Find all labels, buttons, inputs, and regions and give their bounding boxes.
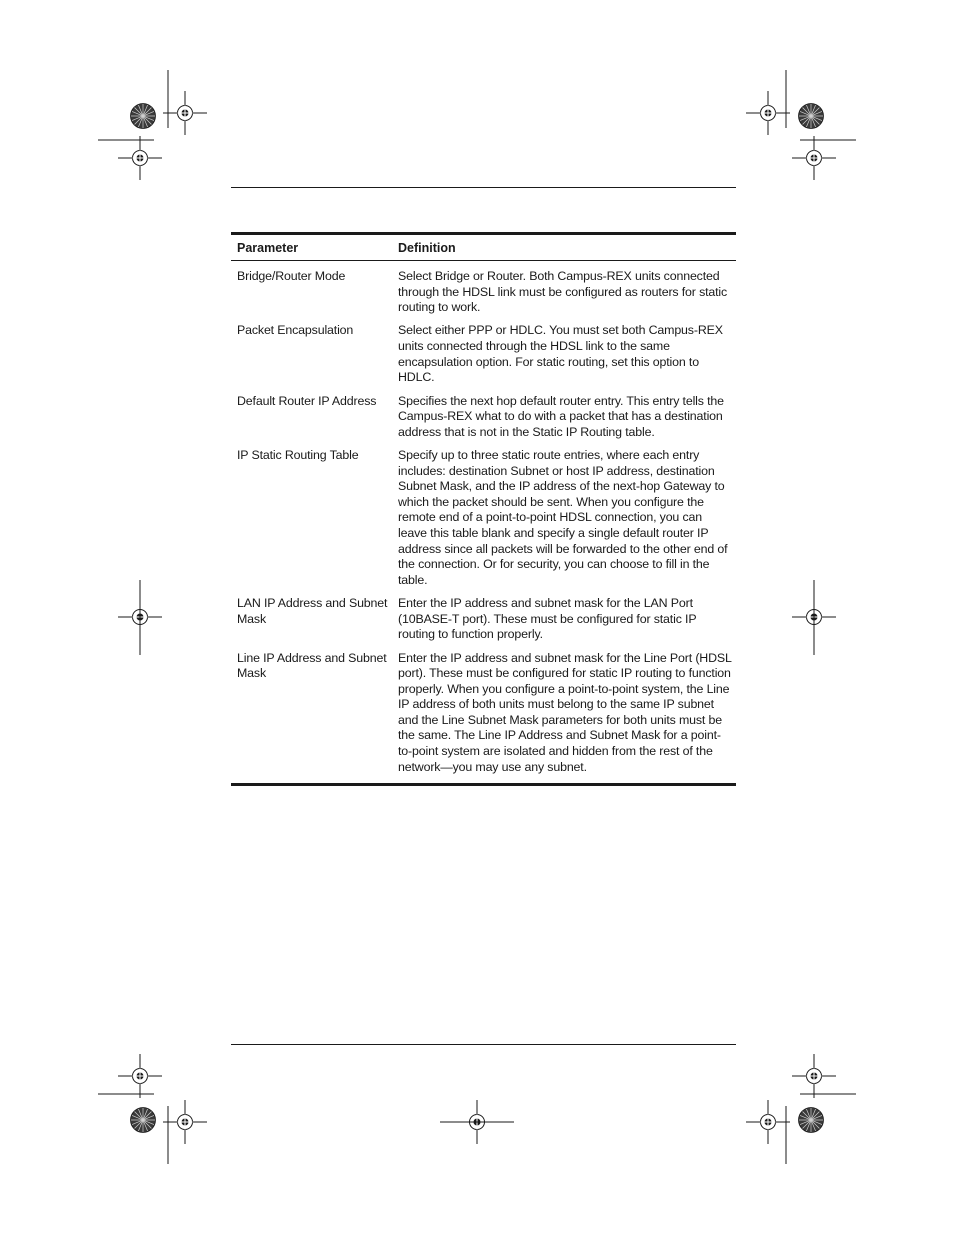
table-row bbox=[231, 448, 736, 588]
header-definition: Definition bbox=[398, 240, 456, 255]
parameter-cell: Default Router IP Address bbox=[237, 393, 377, 408]
definition-cell: Specify up to three static route entries, where each entry includes: destination Subnet or host IP address, destination Subnet Mask, and the IP address of the next-hop Gateway to which the packet should be sent. When you configure the remote end of a point-to-point HDSL connection, you can leave this table blank and specify a single default router IP address since all packets will be forwarded to the other end of the connection. Or for security, you can choose to fill in the table. bbox=[398, 448, 728, 587]
registration-mark-mid-right bbox=[792, 580, 836, 655]
table-body bbox=[231, 261, 736, 783]
crop-mark-bottom-left bbox=[98, 1054, 207, 1164]
definition-cell: Enter the IP address and subnet mask for the Line Port (HDSL port). These must be configured for static IP routing to function properly. When you configure a point-to-point system, the Line IP address of both units must belong to the same IP subnet and the Line Subnet Mask parameters for both units must be the same. The Line IP Address and Subnet Mask for a point-to-point system are isolated and hidden from the rest of the network—you may use any subnet. bbox=[398, 650, 732, 774]
table-row bbox=[231, 596, 736, 643]
registration-mark-bottom-center bbox=[440, 1100, 514, 1144]
parameter-cell: LAN IP Address and Subnet Mask bbox=[237, 596, 388, 626]
table-header bbox=[231, 235, 736, 260]
parameter-cell: Packet Encapsulation bbox=[237, 323, 354, 338]
header-parameter: Parameter bbox=[237, 240, 299, 255]
parameter-cell: Bridge/Router Mode bbox=[237, 269, 346, 283]
table-row bbox=[231, 323, 736, 385]
parameter-table bbox=[231, 232, 736, 786]
footer-rule bbox=[231, 1044, 736, 1045]
crop-mark-top-left bbox=[98, 70, 207, 180]
table-row bbox=[231, 269, 736, 316]
definition-cell: Select Bridge or Router. Both Campus-REX units connected through the HDSL link must be configured as routers for static routing to work. bbox=[398, 269, 728, 315]
crop-mark-top-right bbox=[746, 70, 856, 180]
registration-mark-mid-left bbox=[118, 580, 162, 655]
table-row bbox=[231, 651, 736, 776]
definition-cell: Select either PPP or HDLC. You must set both Campus-REX units connected through the HDSL link to the same encapsulation option. For static routing, set this option to HDLC. bbox=[398, 323, 723, 385]
definition-cell: Enter the IP address and subnet mask for the LAN Port (10BASE-T port). These must be configured for static IP routing to function properly. bbox=[398, 596, 697, 642]
parameter-cell: Line IP Address and Subnet Mask bbox=[237, 650, 387, 681]
crop-mark-bottom-right bbox=[746, 1054, 856, 1164]
header-rule bbox=[231, 187, 736, 188]
definition-cell: Specifies the next hop default router entry. This entry tells the Campus-REX what to do with a packet that has a destination address that is not in the Static IP Routing table. bbox=[398, 393, 724, 439]
parameter-cell: IP Static Routing Table bbox=[237, 448, 359, 462]
table-row bbox=[231, 394, 736, 441]
table-bottom-rule bbox=[231, 783, 736, 786]
